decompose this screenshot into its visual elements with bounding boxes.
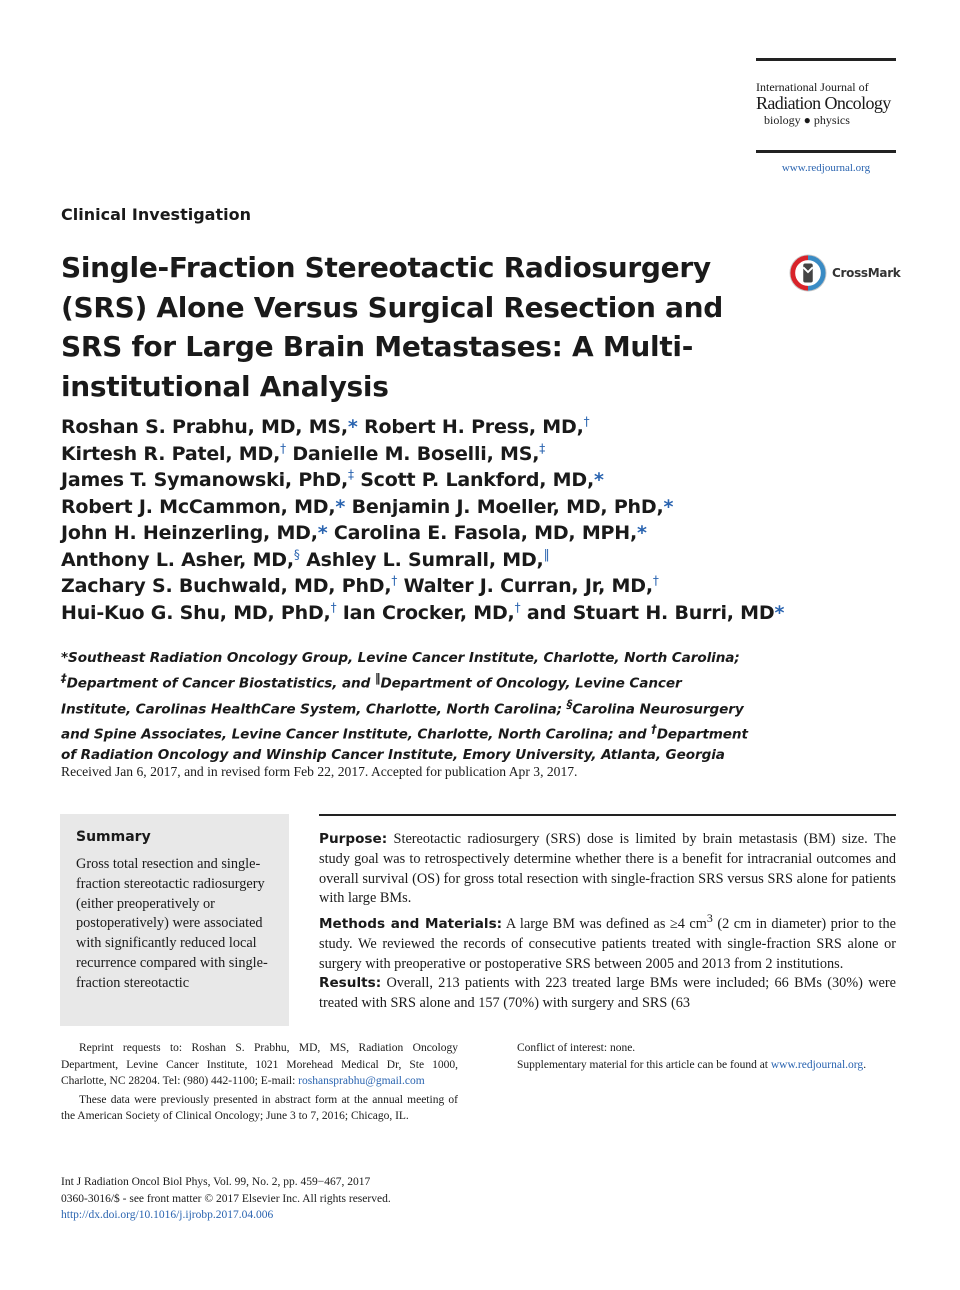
- author-name: Robert J. McCammon, MD,: [61, 495, 336, 518]
- purpose-heading: Purpose:: [319, 831, 388, 847]
- supplementary-footnote: [497, 1057, 896, 1074]
- abstract-purpose: [319, 830, 896, 909]
- affiliation-mark: ‡: [61, 671, 67, 685]
- author-name: Robert H. Press, MD,: [364, 416, 584, 438]
- footnotes-right: [497, 1040, 896, 1073]
- divider: [756, 58, 896, 61]
- section-label: Clinical Investigation: [61, 205, 251, 224]
- email-link[interactable]: roshansprabhu@gmail.com: [298, 1075, 425, 1087]
- affiliation-mark: †: [514, 600, 521, 615]
- affiliation-mark: ‖: [374, 671, 381, 685]
- author-name: Hui-Kuo G. Shu, MD, PhD,: [61, 601, 331, 624]
- affiliation-mark: *: [593, 469, 604, 491]
- citation: [61, 1174, 481, 1224]
- affiliation-mark: †: [652, 573, 659, 588]
- presented-footnote: These data were previously presented in abstract form at the annual meeting of the American Society of Clinical Oncology; June 3 to 7, 2016; Chicago, IL.: [61, 1093, 458, 1122]
- affiliation-mark: *: [61, 650, 69, 666]
- affiliation-mark: *: [347, 416, 358, 438]
- author-name: Roshan S. Prabhu, MD, MS,: [61, 416, 348, 438]
- abstract-results: [319, 974, 896, 1014]
- footnotes-left: [61, 1040, 458, 1127]
- author-line: [61, 520, 781, 547]
- summary-title: Summary: [76, 829, 151, 845]
- doi-link[interactable]: http://dx.doi.org/10.1016/j.ijrobp.2017.04.006: [61, 1209, 274, 1221]
- affiliations: [61, 648, 751, 765]
- author-name: Danielle M. Boselli, MS,: [292, 442, 540, 465]
- affiliation-mark: †: [651, 722, 657, 737]
- conflict-footnote: Conflict of interest: none.: [517, 1042, 636, 1054]
- affiliation-mark: *: [335, 495, 346, 518]
- crossmark-button[interactable]: [789, 254, 901, 292]
- affiliation-mark: ‡: [539, 441, 546, 456]
- methods-text-pre: A large BM was defined as ≥4 cm: [505, 915, 707, 932]
- results-heading: Results:: [319, 975, 382, 992]
- supplementary-period: .: [863, 1058, 867, 1071]
- journal-url-link[interactable]: www.redjournal.org: [781, 162, 871, 174]
- affiliation-mark: *: [637, 522, 647, 544]
- affiliation-mark: †: [280, 441, 286, 456]
- author-name: and Stuart H. Burri, MD: [526, 601, 775, 624]
- affiliation-mark: †: [330, 600, 337, 615]
- affiliation-text: Department of Radiation Oncology and Winship Cancer Institute, Emory University, Atlanta, Georgia: [61, 726, 748, 763]
- author-name: Walter J. Curran, Jr, MD,: [403, 575, 653, 597]
- divider: [756, 150, 896, 153]
- author-name: Benjamin J. Moeller, MD, PhD,: [351, 495, 664, 518]
- author-name: Scott P. Lankford, MD,: [360, 469, 594, 491]
- affiliation-text: Southeast Radiation Oncology Group, Levine Cancer Institute, Charlotte, North Carolina;: [68, 650, 740, 666]
- abstract-methods: [319, 909, 896, 974]
- citation-line: Int J Radiation Oncol Biol Phys, Vol. 99, No. 2, pp. 459−467, 2017: [61, 1176, 371, 1188]
- affiliation-mark: *: [317, 522, 328, 544]
- journal-name-line2: Radiation Oncology: [756, 93, 891, 113]
- author-name: Zachary S. Buchwald, MD, PhD,: [61, 575, 392, 597]
- affiliation-mark: *: [663, 495, 674, 518]
- author-line: [61, 600, 785, 627]
- author-list: [61, 414, 785, 626]
- author-line: [61, 494, 781, 521]
- affiliation-mark: ‡: [347, 467, 354, 482]
- author-name: Ian Crocker, MD,: [342, 601, 515, 624]
- methods-superscript: 3: [706, 911, 713, 926]
- article-title: Single-Fraction Stereotactic Radiosurgery (SRS) Alone Versus Surgical Resection and SRS for Large Brain Metastases: A Multi-institutional Analysis: [61, 251, 724, 403]
- methods-heading: Methods and Materials:: [319, 915, 503, 932]
- results-text: Overall, 213 patients with 223 treated large BMs were included; 66 BMs (30%) were treated with SRS alone and 157 (70%) with surgery and SRS (63: [319, 975, 897, 1012]
- author-name: James T. Symanowski, PhD,: [61, 469, 348, 491]
- methods-text-post: (2 cm in diameter) prior to the study. We reviewed the records of consecutive patients treated with single-fraction SRS alone or surgery with preoperative or postoperative SRS between 2005 and 2013 from 2 institutions.: [319, 915, 896, 972]
- supplementary-link[interactable]: www.redjournal.org: [770, 1058, 864, 1071]
- affiliation-text: Carolina Neurosurgery and Spine Associates, Levine Cancer Institute, Charlotte, North Carolina; and: [61, 701, 744, 743]
- copyright-line: 0360-3016/$ - see front matter © 2017 Elsevier Inc. All rights reserved.: [61, 1192, 391, 1205]
- affiliation-mark: ‖: [543, 547, 550, 562]
- received-dates: Received Jan 6, 2017, and in revised form Feb 22, 2017. Accepted for publication Apr 3, 2017.: [61, 764, 578, 779]
- author-name: Kirtesh R. Patel, MD,: [61, 442, 281, 465]
- journal-name-line1: International Journal of: [756, 80, 869, 94]
- purpose-text: Stereotactic radiosurgery (SRS) dose is limited by brain metastasis (BM) size. The study goal was to retrospectively determine whether there is a benefit for intracranial outcomes and overall survival (OS) for gross total resection with single-fraction SRS versus SRS alone for patients with large BMs.: [319, 831, 896, 907]
- crossmark-icon: [789, 254, 827, 292]
- affiliation-mark: §: [566, 696, 573, 711]
- journal-name-line3: biology ● physics: [764, 113, 850, 127]
- crossmark-label: CrossMark: [832, 266, 901, 280]
- author-name: John H. Heinzerling, MD,: [61, 522, 318, 544]
- affiliation-mark: †: [583, 414, 590, 429]
- journal-logo: [756, 58, 896, 153]
- affiliation-mark: †: [391, 573, 398, 588]
- reprint-footnote: [61, 1040, 458, 1090]
- author-name: Anthony L. Asher, MD,: [61, 548, 294, 571]
- author-line: [61, 573, 781, 600]
- author-line: [61, 441, 781, 468]
- supplementary-text: Supplementary material for this article can be found at: [517, 1058, 768, 1071]
- author-line: [61, 414, 781, 441]
- reprint-text: Reprint requests to: Roshan S. Prabhu, MD, MS, Radiation Oncology Department, Levine Cancer Institute, 1021 Morehead Medical Dr, Ste 1000, Charlotte, NC 28204. Tel: (980) 442-1100; E-mail:: [61, 1042, 458, 1087]
- summary-body: Gross total resection and single-fraction stereotactic radiosurgery (either preoperatively or postoperatively) were associated with significantly reduced local recurrence compared with single-fraction stereotactic: [76, 856, 268, 991]
- affiliation-text: Department of Cancer Biostatistics, and: [66, 675, 371, 692]
- author-line: [61, 467, 781, 494]
- author-line: [61, 547, 781, 574]
- author-name: Carolina E. Fasola, MD, MPH,: [333, 522, 637, 544]
- affiliation-text: Department of Oncology, Levine Cancer Institute, Carolinas HealthCare System, Charlotte, North Carolina;: [61, 675, 682, 718]
- abstract: [319, 814, 896, 1014]
- author-name: Ashley L. Sumrall, MD,: [306, 548, 544, 571]
- summary-box: [60, 814, 289, 1026]
- affiliation-mark: *: [774, 601, 785, 624]
- affiliation-mark: §: [293, 547, 300, 562]
